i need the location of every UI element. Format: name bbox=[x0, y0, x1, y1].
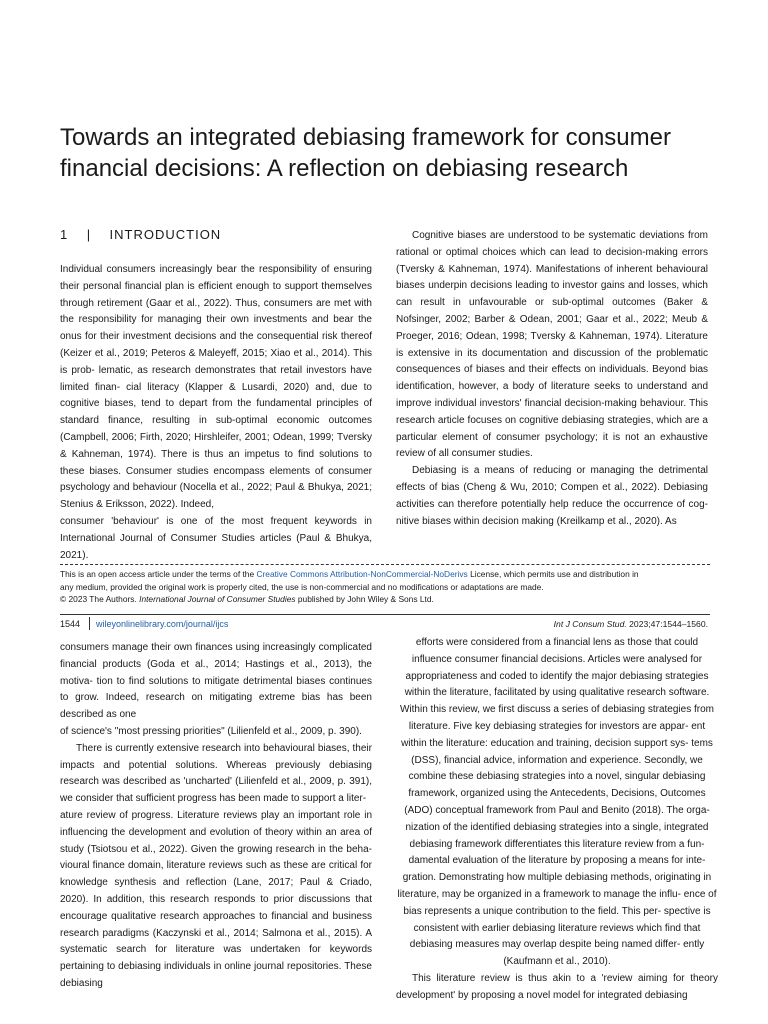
left-column-bottom bbox=[60, 640, 372, 993]
paragraph: This literature review is thus akin to a 'review aiming for theory development' by proposing a novel model for integrated debiasing bbox=[396, 972, 718, 1001]
license-link[interactable]: Creative Commons Attribution-NonCommercial-NoDerivs bbox=[256, 569, 468, 579]
paragraph: of science's "most pressing priorities" (Lilienfeld et al., 2009, p. 390). bbox=[60, 725, 362, 737]
article-title: Towards an integrated debiasing framework for consumer financial decisions: A reflection on debiasing research bbox=[60, 124, 671, 182]
footer-divider bbox=[89, 617, 90, 630]
paragraph: consumers manage their own finances using increasingly complicated financial products (Goda et al., 2014; Hastings et al., 2013), the motiva- tion to find solutions to mitigate detrimental biases continues to grow. Indeed, research on mitigating extreme bias has been described as one bbox=[60, 642, 372, 721]
right-column-bottom bbox=[396, 635, 718, 1005]
license-notice bbox=[60, 568, 720, 606]
section-number: 1 bbox=[60, 227, 69, 242]
footnote-divider bbox=[60, 564, 710, 565]
page-footer-rule bbox=[60, 614, 710, 615]
section-title: INTRODUCTION bbox=[109, 227, 222, 242]
paragraph: efforts were considered from a financial lens as those that could influence consumer financial decisions. Articles were analysed for appropriateness and coded to identify the major debiasing strategies within the literature, facilitated by using qualitative research software. Within this review, we first discuss a series of debiasing strategies from literature. Five key debiasing strategies for investors are appar- ent within the literature: education and training, decision support sys- tems (DSS), financial advice, information and experience. Secondly, we combine these debiasing strategies into a novel, singular debiasing framework, organized using the Antecedents, Decisions, Outcomes (ADO) conceptual framework from Paul and Benito (2018). The orga- nization of the identified debiasing strategies into a single, integrated debiasing framework differentiates this literature review from a fun- damental evaluation of the literature by proposing a means for inte- gration. Demonstrating how multiple debiasing methods, originating in literature, may be organized in a framework to manage the influ- ence of bias represents a unique contribution to the field. This per- spective is consistent with earlier debiasing literature reviews which find that debiasing measures may overlap despite being named differ- ently (Kaufmann et al., 2010). bbox=[397, 637, 717, 968]
paragraph: Individual consumers increasingly bear the responsibility of ensuring their personal financial plan is efficient enough to support themselves through retirement (Gaar et al., 2022). Thus, consumers are met with the responsibility for managing their own investments and bear the onus for their investment decisions and the consequential risk thereof (Keizer et al., 2019; Peteros & Maleyeff, 2015; Xiao et al., 2014). This is prob- lematic, as research demonstrates that retail investors have limited finan- cial literacy (Klapper & Lusardi, 2020) and, due to cognitive biases, tend to depart from the fundamental principles of standard finance, resulting in sub-optimal economic outcomes (Campbell, 2006; Firth, 2020; Hirshleifer, 2001; Odean, 1999; Tversky & Kahneman, 1974). There is thus an impetus to find solutions to these biases. Consumer studies encompass elements of consumer psychology and behaviour (Nocella et al., 2022; Paul & Bhukya, 2021; Stenius & Eriksson, 2022). Indeed, bbox=[60, 264, 372, 511]
license-line: This is an open access article under the terms of the Creative Commons Attribution-NonCommercial-NoDerivs License, which permits use and distribution in bbox=[60, 569, 639, 579]
right-column-top bbox=[396, 228, 708, 530]
paragraph: consumer 'behaviour' is one of the most frequent keywords in International Journal of Consumer Studies articles (Paul & Bhukya, 2021). bbox=[60, 515, 372, 561]
paragraph: ature review of progress. Literature reviews play an important role in influencing the development and evolution of theory within an area of study (Tsiotsou et al., 2022). Given the growing research in the beha- vioural finance domain, literature reviews such as these are critical for knowledge synthesis and reflection (Lane, 2017; Paul & Criado, 2020). In addition, this research responds to prior discussions that encourage qualitative research approaches to financial and business research paradigms (Kaczynski et al., 2014; Salmona et al., 2015). A systematic search for literature was undertaken for keywords pertaining to debiasing individuals in online journal repositories. These debiasing bbox=[60, 809, 372, 989]
section-separator: | bbox=[86, 227, 92, 242]
page-number: 1544 bbox=[60, 619, 81, 629]
copyright-line: © 2023 The Authors. International Journal of Consumer Studies published by John Wiley & Sons Ltd. bbox=[60, 594, 434, 605]
paragraph: There is currently extensive research into behavioural biases, their impacts and potential solutions. Whereas previously debiasing research was described as 'uncharted' (Lilienfeld et al., 2009, p. 391), we consider that sufficient progress has been made to support a liter- bbox=[60, 742, 372, 805]
journal-name: International Journal of Consumer Studies bbox=[139, 594, 296, 605]
paragraph: Cognitive biases are understood to be systematic deviations from rational or optimal choices which can lead to decision-making errors (Tversky & Kahneman, 1974). Manifestations of inherent behavioural biases underpin decisions leading to investor gains and losses, which can result in unfavourable or sub-optimal outcomes (Baker & Nofsinger, 2002; Barber & Odean, 2001; Gaar et al., 2022; Meub & Proeger, 2016; Odean, 1998; Tversky & Kahneman, 1974). Literature is extensive in its documentation and discussion of the problematic consequences of biases and their effects on individuals. Beyond bias identification, however, a body of literature seeks to understand and improve individual investors' financial decision-making behaviour. This research article focuses on cognitive debiasing strategies, which are a particular element of consumer psychology; it is not an exhaustive review of all consumer studies. bbox=[396, 230, 708, 460]
license-line: any medium, provided the original work is properly cited, the use is non-commercial and no modifications or adaptations are made. bbox=[60, 581, 544, 592]
paragraph: Debiasing is a means of reducing or managing the detrimental effects of bias (Cheng & Wu, 2010; Compen et al., 2022). Debiasing activities can therefore potentially help reduce the occurrence of cog- nitive biases within decision making (Kreilkamp et al., 2020). As bbox=[396, 465, 708, 527]
section-heading bbox=[60, 227, 221, 242]
left-column-top bbox=[60, 262, 372, 564]
journal-url-link[interactable]: wileyonlinelibrary.com/journal/ijcs bbox=[96, 619, 229, 629]
journal-citation: Int J Consum Stud. 2023;47:1544–1560. bbox=[553, 619, 708, 629]
